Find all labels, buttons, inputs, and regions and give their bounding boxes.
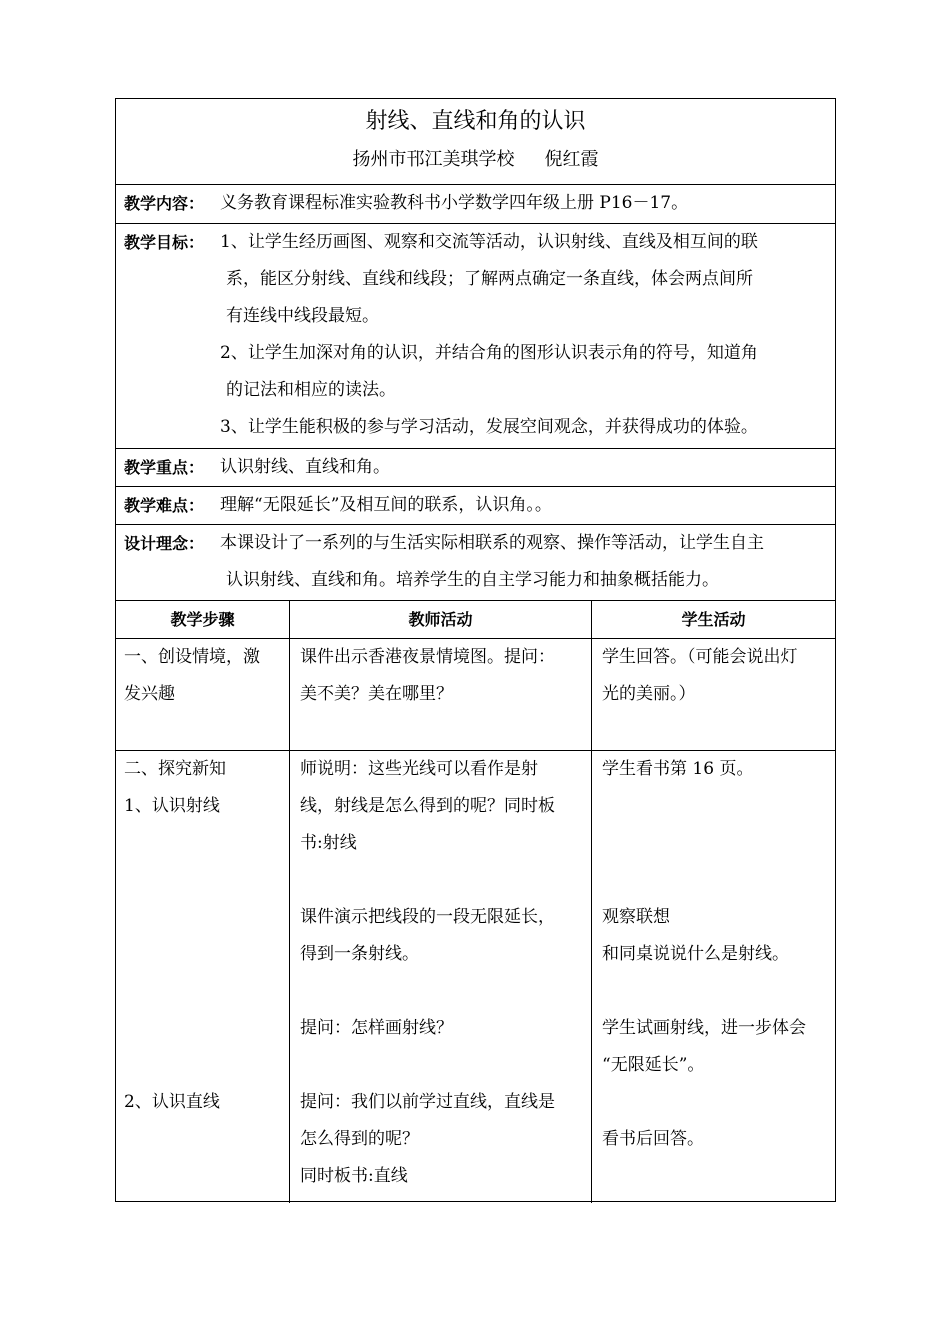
goal-1-line-3: 有连线中线段最短。 (226, 306, 379, 326)
header-teacher: 教师活动 (290, 601, 592, 638)
design-idea-line-1: 本课设计了一系列的与生活实际相联系的观察、操作等活动，让学生自主 (220, 533, 764, 553)
spacer (124, 825, 289, 1084)
spacer (300, 1047, 585, 1084)
design-idea-label: 设计理念： (124, 534, 205, 553)
step-line: 发兴趣 (124, 684, 175, 704)
design-idea-line-2: 认识射线、直线和角。培养学生的自主学习能力和抽象概括能力。 (226, 570, 719, 590)
design-idea-row (116, 525, 835, 601)
teacher-line: 师说明：这些光线可以看作是射 (300, 759, 538, 779)
student-line: 看书后回答。 (602, 1129, 704, 1149)
key-point-text: 认识射线、直线和角。 (220, 457, 390, 477)
header-student: 学生活动 (681, 610, 746, 629)
student-line: 学生试画射线，进一步体会 (602, 1018, 806, 1038)
teaching-content-label: 教学内容： (124, 194, 205, 213)
step-cell (116, 751, 290, 1203)
teacher-cell (290, 639, 592, 750)
student-cell (592, 639, 835, 750)
spacer (602, 788, 829, 862)
goal-2-line-1: 2、让学生加深对角的认识，并结合角的图形认识表示角的符号，知道角 (220, 343, 758, 363)
goal-2-line-2: 的记法和相应的读法。 (226, 380, 396, 400)
teaching-content-text: 义务教育课程标准实验教科书小学数学四年级上册 P16－17。 (220, 193, 689, 213)
goal-3-line-1: 3、让学生能积极的参与学习活动，发展空间观念，并获得成功的体验。 (220, 417, 758, 437)
teacher-name: 倪红霞 (544, 149, 599, 170)
teacher-line: 线，射线是怎么得到的呢？同时板 (300, 796, 555, 816)
difficulty-row (116, 487, 835, 525)
difficulty-text: 理解“无限延长”及相互间的联系，认识角。。 (220, 495, 552, 515)
teacher-line: 美不美？美在哪里？ (300, 684, 453, 704)
key-point-label: 教学重点： (124, 458, 205, 477)
step-line: 一、创设情境，激 (124, 647, 260, 667)
student-line: 观察联想 (602, 907, 670, 927)
spacer (602, 862, 829, 899)
teacher-line: 课件出示香港夜景情境图。提问： (300, 647, 555, 667)
teacher-line: 得到一条射线。 (300, 944, 419, 964)
teaching-goals-label: 教学目标： (124, 233, 205, 252)
goal-1-line-1: 1、让学生经历画图、观察和交流等活动，认识射线、直线及相互间的联 (220, 232, 758, 252)
spacer (602, 1084, 829, 1121)
teacher-line: 提问：我们以前学过直线，直线是 (300, 1092, 555, 1112)
spacer (300, 973, 585, 1010)
teaching-goals-row (116, 224, 835, 449)
subsection-ray: 1、认识射线 (124, 796, 220, 816)
teacher-line: 课件演示把线段的一段无限延长， (300, 907, 555, 927)
student-line: 和同桌说说什么是射线。 (602, 944, 789, 964)
spacer (602, 973, 829, 1010)
goal-1-line-2: 系，能区分射线、直线和线段；了解两点确定一条直线，体会两点间所 (226, 269, 753, 289)
table-header-row (116, 601, 835, 639)
lesson-plan-table (115, 98, 836, 1202)
subsection-line: 2、认识直线 (124, 1092, 220, 1112)
student-line: 学生看书第 16 页。 (602, 759, 754, 779)
teaching-content-row (116, 185, 835, 224)
student-line: 学生回答。（可能会说出灯 (602, 647, 798, 667)
teacher-line: 书:射线 (300, 833, 357, 853)
title-row (116, 99, 835, 185)
difficulty-label: 教学难点： (124, 496, 205, 515)
author-line (116, 147, 835, 173)
spacer (300, 862, 585, 899)
student-line: 光的美丽。） (602, 684, 696, 704)
table-row (116, 751, 835, 1203)
step-cell (116, 639, 290, 750)
teacher-cell (290, 751, 592, 1203)
teacher-line: 怎么得到的呢？ (300, 1129, 419, 1149)
student-cell (592, 751, 835, 1203)
school-name: 扬州市邗江美琪学校 (352, 149, 515, 170)
teacher-line: 提问：怎样画射线？ (300, 1018, 453, 1038)
page-title: 射线、直线和角的认识 (365, 109, 586, 134)
table-row (116, 639, 835, 751)
key-point-row (116, 449, 835, 487)
header-steps: 教学步骤 (116, 601, 290, 638)
teacher-line: 同时板书:直线 (300, 1166, 408, 1186)
student-line: “无限延长”。 (602, 1055, 705, 1075)
section-title: 二、探究新知 (124, 759, 226, 779)
